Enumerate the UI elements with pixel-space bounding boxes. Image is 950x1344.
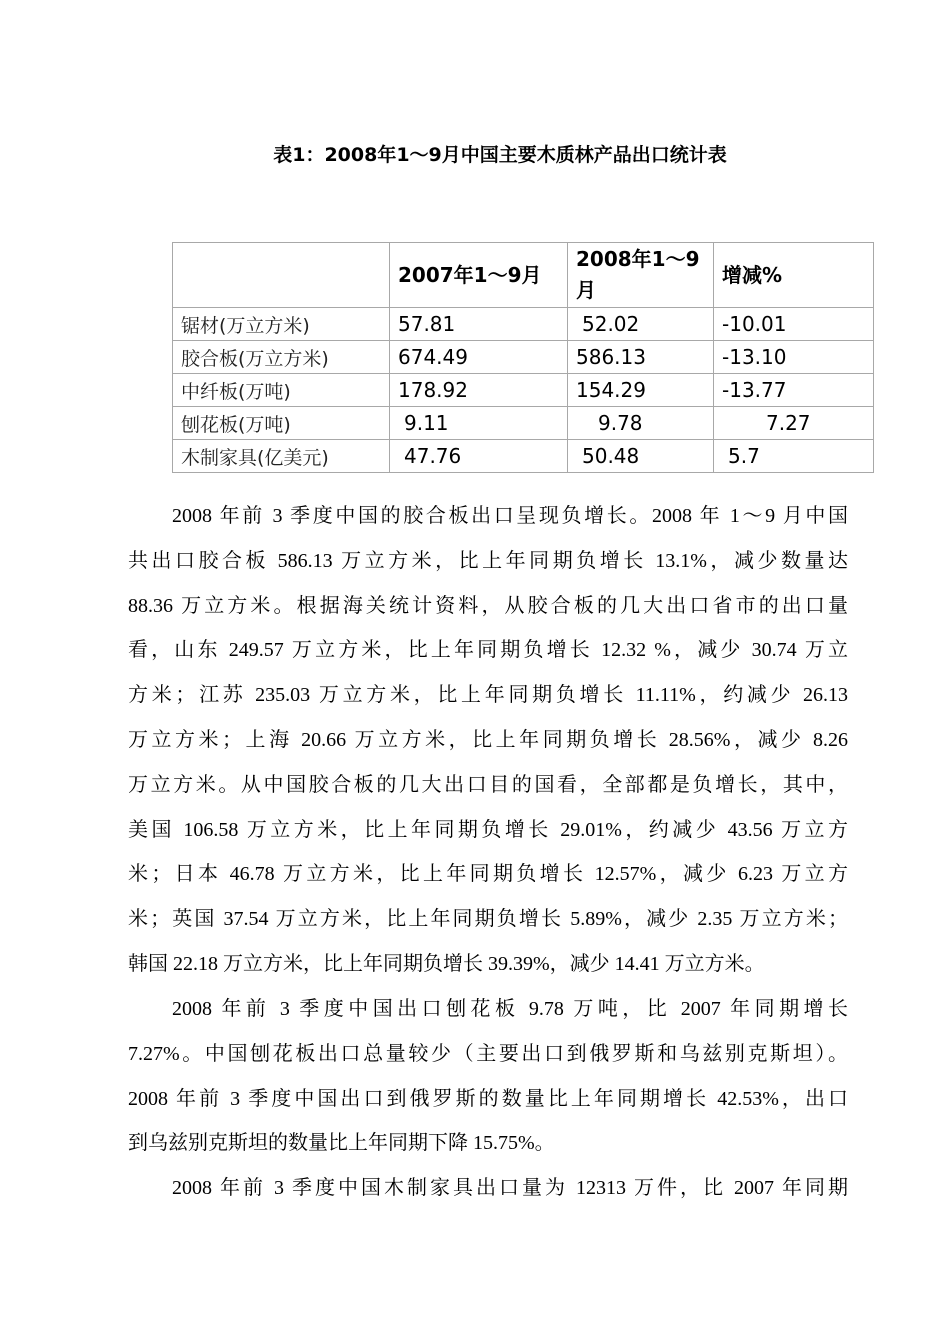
table-header-row — [173, 243, 874, 308]
text-line: 到乌兹别克斯坦的数量比上年同期下降 15.75%。 — [128, 1132, 555, 1155]
text-line: 米；英国 37.54 万立方米，比上年同期负增长 5.89%，减少 2.35 万立方米； — [128, 908, 848, 931]
text-line: 万立方米。从中国胶合板的几大出口目的国看，全部都是负增长，其中， — [128, 773, 848, 796]
row-change: -10.01 — [714, 308, 874, 341]
text-line: 看，山东 249.57 万立方米，比上年同期负增长 12.32 %，减少 30.74 万立 — [128, 639, 848, 662]
row-2008: 586.13 — [568, 341, 714, 374]
row-item: 胶合板(万立方米) — [173, 341, 390, 374]
row-change: 7.27 — [714, 407, 874, 440]
row-change: -13.77 — [714, 374, 874, 407]
text-line: 2008 年前 3 季度中国出口刨花板 9.78 万吨，比 2007 年同期增长 — [172, 998, 848, 1020]
row-2008: 154.29 — [568, 374, 714, 407]
paragraph-particleboard — [128, 987, 848, 1166]
row-2007: 178.92 — [390, 374, 568, 407]
row-item: 刨花板(万吨) — [173, 407, 390, 440]
text-line: 88.36 万立方米。根据海关统计资料，从胶合板的几大出口省市的出口量 — [128, 594, 848, 617]
table-row — [173, 341, 874, 374]
table-header-2008: 2008年1～9月 — [568, 243, 714, 308]
row-item: 锯材(万立方米) — [173, 308, 390, 341]
text-line: 共出口胶合板 586.13 万立方米，比上年同期负增长 13.1%，减少数量达 — [128, 549, 848, 572]
text-line: 2008 年前 3 季度中国的胶合板出口呈现负增长。2008 年 1～9 月中国 — [172, 505, 848, 527]
export-stats-table — [172, 242, 874, 473]
table-header-empty — [173, 243, 390, 308]
text-line: 万立方米；上海 20.66 万立方米，比上年同期负增长 28.56%，减少 8.26 — [128, 728, 848, 751]
row-change: 5.7 — [714, 440, 874, 473]
row-2008: 9.78 — [568, 407, 714, 440]
text-line: 2008 年前 3 季度中国木制家具出口量为 12313 万件，比 2007 年同期 — [172, 1177, 848, 1199]
text-line: 韩国 22.18 万立方米，比上年同期负增长 39.39%，减少 14.41 万立方米。 — [128, 952, 765, 975]
paragraph-plywood — [128, 494, 848, 987]
row-change: -13.10 — [714, 341, 874, 374]
row-2008: 50.48 — [568, 440, 714, 473]
table-header-change: 增减% — [714, 243, 874, 308]
table-row — [173, 308, 874, 341]
row-2008: 52.02 — [568, 308, 714, 341]
row-item: 中纤板(万吨) — [173, 374, 390, 407]
row-2007: 57.81 — [390, 308, 568, 341]
text-line: 2008 年前 3 季度中国出口到俄罗斯的数量比上年同期增长 42.53%，出口 — [128, 1087, 848, 1110]
text-line: 7.27%。中国刨花板出口总量较少（主要出口到俄罗斯和乌兹别克斯坦）。 — [128, 1042, 848, 1065]
table-header-2007: 2007年1～9月 — [390, 243, 568, 308]
row-2007: 674.49 — [390, 341, 568, 374]
text-line: 米；日本 46.78 万立方米，比上年同期负增长 12.57%，减少 6.23 万立方 — [128, 863, 848, 886]
text-line: 方米；江苏 235.03 万立方米，比上年同期负增长 11.11%，约减少 26.13 — [128, 684, 848, 707]
text-line: 美国 106.58 万立方米，比上年同期负增长 29.01%，约减少 43.56 万立方 — [128, 818, 848, 841]
table-row — [173, 374, 874, 407]
row-item: 木制家具(亿美元) — [173, 440, 390, 473]
table-title: 表1：2008年1～9月中国主要木质林产品出口统计表 — [273, 144, 727, 166]
paragraph-furniture — [128, 1166, 848, 1211]
row-2007: 9.11 — [390, 407, 568, 440]
row-2007: 47.76 — [390, 440, 568, 473]
table-row — [173, 440, 874, 473]
table-row — [173, 407, 874, 440]
